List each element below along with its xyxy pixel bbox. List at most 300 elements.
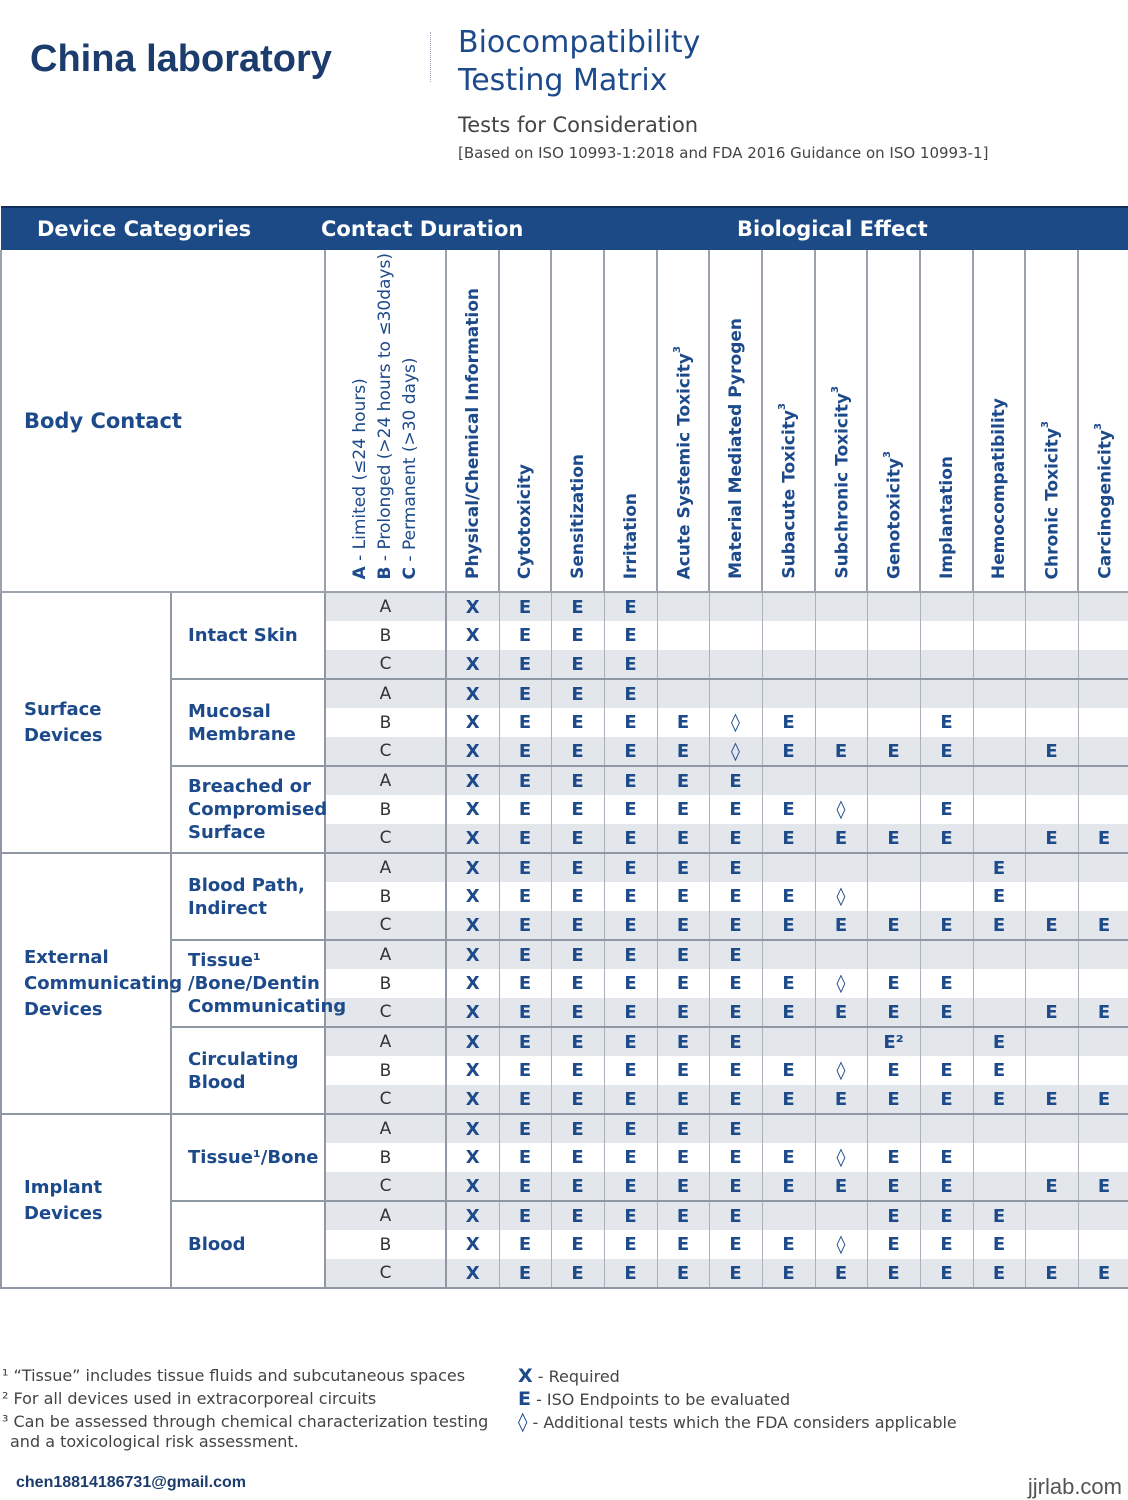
test-cell — [815, 650, 867, 679]
test-cell: E — [551, 911, 604, 940]
test-cell: E — [657, 766, 709, 795]
duration-cell: A — [325, 1201, 446, 1230]
test-cell: E — [499, 1143, 551, 1172]
test-cell — [867, 592, 920, 621]
test-cell: E — [973, 1230, 1025, 1259]
duration-cell: A — [325, 1114, 446, 1143]
test-cell: E — [920, 1085, 973, 1114]
test-cell: E — [867, 1056, 920, 1085]
test-cell: E — [551, 1259, 604, 1288]
test-cell — [920, 882, 973, 911]
test-cell — [1078, 1056, 1128, 1085]
test-cell: E — [604, 1056, 657, 1085]
test-cell: E — [762, 1172, 815, 1201]
test-cell: E — [499, 1085, 551, 1114]
test-cell: E — [709, 1085, 762, 1114]
duration-cell: B — [325, 795, 446, 824]
test-cell: E — [762, 969, 815, 998]
test-cell — [657, 621, 709, 650]
test-cell: E — [1025, 911, 1078, 940]
effect-header: Subchronic Toxicity$^3$ — [815, 250, 867, 592]
device-subcategory: Blood Path, Indirect — [171, 853, 325, 940]
test-cell: E — [657, 824, 709, 853]
duration-cell: B — [325, 882, 446, 911]
duration-cell: A — [325, 766, 446, 795]
device-subcategory: Intact Skin — [171, 592, 325, 679]
test-cell: E — [1025, 998, 1078, 1027]
test-cell: E — [657, 882, 709, 911]
test-cell: E — [499, 911, 551, 940]
test-cell — [973, 998, 1025, 1027]
test-cell: E — [604, 1114, 657, 1143]
duration-legend-b: B - Prolonged (>24 hours to ≤30days) — [375, 252, 395, 579]
test-cell — [815, 592, 867, 621]
test-cell: X — [446, 853, 499, 882]
test-cell: E — [762, 911, 815, 940]
test-cell — [1078, 592, 1128, 621]
effect-header: Sensitization — [551, 250, 604, 592]
test-cell: E — [604, 998, 657, 1027]
test-cell: E — [867, 824, 920, 853]
test-cell — [1078, 621, 1128, 650]
test-cell: E — [604, 679, 657, 708]
test-cell: E — [604, 592, 657, 621]
test-cell: E — [657, 940, 709, 969]
test-cell — [973, 708, 1025, 737]
test-cell: X — [446, 940, 499, 969]
test-cell — [973, 1143, 1025, 1172]
test-cell: E — [604, 1201, 657, 1230]
test-cell — [920, 650, 973, 679]
test-cell — [815, 940, 867, 969]
test-cell: E — [657, 1143, 709, 1172]
test-cell: E — [762, 824, 815, 853]
test-cell: E — [604, 969, 657, 998]
test-cell — [815, 679, 867, 708]
test-cell: E — [709, 911, 762, 940]
test-cell: E — [709, 824, 762, 853]
device-subcategory: Breached or Compromised Surface — [171, 766, 325, 853]
device-subcategory: Circulating Blood — [171, 1027, 325, 1114]
test-cell — [867, 1114, 920, 1143]
test-cell — [1078, 1027, 1128, 1056]
test-cell: E — [604, 882, 657, 911]
test-cell: E — [499, 766, 551, 795]
test-cell: X — [446, 824, 499, 853]
test-cell: E — [604, 824, 657, 853]
test-cell: E — [815, 1259, 867, 1288]
test-cell: E — [867, 1172, 920, 1201]
matrix-row — [1, 592, 1128, 621]
test-cell: E — [973, 1201, 1025, 1230]
matrix-row — [1, 679, 1128, 708]
duration-cell: A — [325, 592, 446, 621]
test-cell — [1025, 882, 1078, 911]
test-cell — [867, 795, 920, 824]
test-cell: E — [867, 737, 920, 766]
matrix-row — [1, 1201, 1128, 1230]
test-cell: E — [762, 737, 815, 766]
test-cell — [973, 679, 1025, 708]
test-cell: E — [499, 1201, 551, 1230]
test-cell — [1025, 1056, 1078, 1085]
test-cell: E — [815, 824, 867, 853]
test-cell — [1078, 679, 1128, 708]
test-cell: E — [815, 1172, 867, 1201]
test-cell: E — [499, 1027, 551, 1056]
test-cell — [657, 650, 709, 679]
duration-cell: C — [325, 1085, 446, 1114]
test-cell: E — [762, 1085, 815, 1114]
test-cell: E — [551, 795, 604, 824]
effect-header: Subacute Toxicity$^3$ — [762, 250, 815, 592]
test-cell: E — [657, 708, 709, 737]
device-subcategory: Tissue¹ /Bone/Dentin Communicating — [171, 940, 325, 1027]
effect-header: Cytotoxicity — [499, 250, 551, 592]
test-cell: E² — [867, 1027, 920, 1056]
test-cell: ◊ — [709, 708, 762, 737]
footnote-1: ¹ “Tissue” includes tissue fluids and subcutaneous spaces — [2, 1366, 466, 1385]
test-cell — [1025, 795, 1078, 824]
test-cell: E — [709, 1143, 762, 1172]
device-subcategory: Tissue¹/Bone — [171, 1114, 325, 1201]
test-cell — [1078, 795, 1128, 824]
test-cell — [762, 853, 815, 882]
test-cell — [973, 824, 1025, 853]
title-line-1: Biocompatibility — [458, 25, 701, 60]
duration-cell: A — [325, 853, 446, 882]
device-subcategory: Blood — [171, 1201, 325, 1288]
test-cell: E — [499, 1259, 551, 1288]
test-cell — [709, 679, 762, 708]
test-cell: E — [920, 1172, 973, 1201]
test-cell: E — [499, 882, 551, 911]
test-cell: E — [551, 1027, 604, 1056]
device-category: External Communicating Devices — [1, 853, 171, 1114]
test-cell: X — [446, 1143, 499, 1172]
test-cell — [973, 795, 1025, 824]
test-cell: E — [867, 1259, 920, 1288]
duration-cell: B — [325, 1056, 446, 1085]
test-cell — [657, 592, 709, 621]
test-cell — [1025, 679, 1078, 708]
test-cell: E — [657, 998, 709, 1027]
test-cell: E — [657, 1172, 709, 1201]
test-cell: E — [709, 969, 762, 998]
test-cell: E — [499, 824, 551, 853]
test-cell: E — [657, 1259, 709, 1288]
test-cell: E — [709, 1201, 762, 1230]
test-cell: E — [604, 1027, 657, 1056]
test-cell — [1078, 1143, 1128, 1172]
test-cell: E — [551, 1114, 604, 1143]
test-cell: E — [1078, 911, 1128, 940]
header-biological-effect: Biological Effect — [551, 207, 1128, 250]
test-cell: E — [815, 911, 867, 940]
test-cell: ◊ — [709, 737, 762, 766]
device-category: Implant Devices — [1, 1114, 171, 1288]
test-cell — [1078, 1114, 1128, 1143]
test-cell — [1025, 621, 1078, 650]
test-cell: E — [867, 1085, 920, 1114]
test-cell: E — [920, 1201, 973, 1230]
test-cell — [867, 940, 920, 969]
test-cell: X — [446, 795, 499, 824]
legend-iso-endpoints: E - ISO Endpoints to be evaluated — [518, 1388, 791, 1410]
test-cell: E — [551, 737, 604, 766]
test-cell — [867, 882, 920, 911]
test-cell: E — [973, 853, 1025, 882]
effect-header: Hemocompatibility — [973, 250, 1025, 592]
test-cell: E — [551, 940, 604, 969]
test-cell: E — [657, 795, 709, 824]
test-cell: E — [762, 795, 815, 824]
test-cell: X — [446, 882, 499, 911]
test-cell — [867, 708, 920, 737]
test-cell: E — [499, 592, 551, 621]
test-cell — [762, 766, 815, 795]
test-cell: E — [762, 882, 815, 911]
test-cell: E — [920, 911, 973, 940]
test-cell — [1025, 940, 1078, 969]
duration-legend-a: A - Limited (≤24 hours) — [350, 377, 370, 579]
test-cell: E — [604, 795, 657, 824]
test-cell: E — [973, 1259, 1025, 1288]
test-cell: E — [551, 969, 604, 998]
test-cell: X — [446, 1201, 499, 1230]
test-cell — [973, 940, 1025, 969]
test-cell: E — [709, 1114, 762, 1143]
test-cell: E — [657, 1027, 709, 1056]
test-cell — [973, 969, 1025, 998]
test-cell: E — [867, 911, 920, 940]
test-cell: E — [604, 1085, 657, 1114]
test-cell — [1078, 766, 1128, 795]
test-cell: E — [551, 882, 604, 911]
test-cell: X — [446, 1027, 499, 1056]
test-cell: E — [657, 853, 709, 882]
test-cell — [815, 1201, 867, 1230]
test-cell: E — [920, 737, 973, 766]
test-cell — [973, 1172, 1025, 1201]
test-cell: X — [446, 1230, 499, 1259]
test-cell: E — [815, 998, 867, 1027]
test-cell: E — [762, 1230, 815, 1259]
test-cell: E — [604, 621, 657, 650]
effect-header: Irritation — [604, 250, 657, 592]
test-cell: ◊ — [815, 969, 867, 998]
test-cell: E — [709, 1230, 762, 1259]
duration-cell: C — [325, 650, 446, 679]
standards-basis: [Based on ISO 10993-1:2018 and FDA 2016 Guidance on ISO 10993-1] — [458, 144, 989, 162]
test-cell — [815, 853, 867, 882]
test-cell: E — [499, 621, 551, 650]
test-cell: E — [920, 795, 973, 824]
test-cell — [867, 650, 920, 679]
test-cell — [867, 853, 920, 882]
biocompatibility-matrix — [0, 206, 1128, 1289]
title-line-2: Testing Matrix — [458, 63, 668, 98]
test-cell — [762, 650, 815, 679]
test-cell — [815, 766, 867, 795]
test-cell: E — [867, 1201, 920, 1230]
header-divider — [430, 32, 431, 82]
test-cell: E — [762, 1143, 815, 1172]
header-contact-duration: Contact Duration — [325, 207, 551, 250]
test-cell: E — [920, 1056, 973, 1085]
test-cell: E — [709, 940, 762, 969]
test-cell — [1025, 1114, 1078, 1143]
test-cell: E — [1078, 1085, 1128, 1114]
test-cell — [1078, 882, 1128, 911]
test-cell: E — [604, 1230, 657, 1259]
test-cell: X — [446, 766, 499, 795]
duration-cell: C — [325, 1259, 446, 1288]
test-cell — [1025, 969, 1078, 998]
test-cell: E — [920, 708, 973, 737]
test-cell — [815, 1114, 867, 1143]
matrix-row — [1, 853, 1128, 882]
test-cell — [920, 1114, 973, 1143]
test-cell: X — [446, 621, 499, 650]
test-cell — [1025, 592, 1078, 621]
test-cell: E — [920, 1259, 973, 1288]
test-cell: E — [973, 911, 1025, 940]
test-cell — [762, 940, 815, 969]
test-cell: E — [499, 940, 551, 969]
test-cell: E — [1078, 998, 1128, 1027]
test-cell: E — [551, 1085, 604, 1114]
effect-header: Carcinogenicity$^3$ — [1078, 250, 1128, 592]
test-cell: E — [1025, 737, 1078, 766]
duration-cell: A — [325, 679, 446, 708]
test-cell: E — [973, 1056, 1025, 1085]
test-cell: E — [657, 1230, 709, 1259]
matrix-row — [1, 766, 1128, 795]
test-cell: E — [499, 853, 551, 882]
test-cell — [762, 592, 815, 621]
test-cell: E — [867, 1230, 920, 1259]
test-cell: E — [762, 1259, 815, 1288]
test-cell: E — [499, 1056, 551, 1085]
legend-required: X - Required — [518, 1365, 620, 1387]
test-cell: ◊ — [815, 795, 867, 824]
matrix-row — [1, 1114, 1128, 1143]
test-cell: E — [1078, 1172, 1128, 1201]
page-title — [458, 24, 700, 100]
footnote-3-cont: and a toxicological risk assessment. — [10, 1432, 299, 1451]
duration-cell: C — [325, 998, 446, 1027]
duration-cell: B — [325, 969, 446, 998]
watermark: jjrlab.com — [1027, 1474, 1122, 1499]
test-cell — [709, 621, 762, 650]
test-cell: X — [446, 911, 499, 940]
test-cell: E — [709, 1172, 762, 1201]
test-cell — [920, 621, 973, 650]
test-cell — [973, 737, 1025, 766]
test-cell — [973, 621, 1025, 650]
test-cell: X — [446, 1114, 499, 1143]
test-cell: E — [551, 1143, 604, 1172]
test-cell: E — [867, 969, 920, 998]
test-cell: E — [762, 708, 815, 737]
duration-cell: B — [325, 1143, 446, 1172]
duration-cell: A — [325, 1027, 446, 1056]
test-cell: E — [604, 853, 657, 882]
test-cell: E — [499, 650, 551, 679]
test-cell: E — [920, 998, 973, 1027]
test-cell: E — [604, 940, 657, 969]
test-cell: E — [709, 1027, 762, 1056]
test-cell: E — [551, 766, 604, 795]
effect-header: Chronic Toxicity$^3$ — [1025, 250, 1078, 592]
contact-duration-legend — [325, 250, 446, 592]
test-cell: E — [709, 853, 762, 882]
test-cell — [1078, 1201, 1128, 1230]
test-cell: E — [709, 1056, 762, 1085]
test-cell: E — [762, 998, 815, 1027]
test-cell: E — [657, 911, 709, 940]
duration-cell: C — [325, 824, 446, 853]
test-cell — [867, 766, 920, 795]
duration-cell: B — [325, 1230, 446, 1259]
test-cell: E — [973, 1027, 1025, 1056]
test-cell: ◊ — [815, 1143, 867, 1172]
test-cell: ◊ — [815, 882, 867, 911]
test-cell — [867, 679, 920, 708]
test-cell: E — [1025, 824, 1078, 853]
test-cell: E — [551, 650, 604, 679]
test-cell: E — [1078, 1259, 1128, 1288]
test-cell: E — [499, 708, 551, 737]
body-contact-label: Body Contact — [1, 250, 325, 592]
test-cell: E — [551, 708, 604, 737]
test-cell: E — [867, 1143, 920, 1172]
test-cell: E — [604, 766, 657, 795]
header-device-categories: Device Categories — [1, 207, 325, 250]
test-cell — [1025, 1143, 1078, 1172]
test-cell — [1078, 969, 1128, 998]
test-cell: X — [446, 1172, 499, 1201]
test-cell: E — [709, 1259, 762, 1288]
test-cell: X — [446, 679, 499, 708]
duration-cell: C — [325, 737, 446, 766]
test-cell — [973, 650, 1025, 679]
test-cell — [920, 679, 973, 708]
test-cell — [973, 592, 1025, 621]
test-cell: X — [446, 998, 499, 1027]
device-subcategory: Mucosal Membrane — [171, 679, 325, 766]
test-cell — [920, 766, 973, 795]
test-cell: E — [709, 998, 762, 1027]
test-cell — [1078, 853, 1128, 882]
test-cell — [762, 1114, 815, 1143]
test-cell: E — [1025, 1259, 1078, 1288]
test-cell: E — [815, 1085, 867, 1114]
duration-cell: C — [325, 911, 446, 940]
test-cell: E — [604, 1259, 657, 1288]
test-cell: E — [920, 824, 973, 853]
effect-header: Genotoxicity$^3$ — [867, 250, 920, 592]
effect-header: Acute Systemic Toxicity$^3$ — [657, 250, 709, 592]
contact-email: chen18814186731@gmail.com — [16, 1474, 246, 1491]
footnote-3: ³ Can be assessed through chemical characterization testing — [2, 1412, 489, 1431]
test-cell: E — [499, 737, 551, 766]
test-cell: E — [499, 1114, 551, 1143]
effect-header: Implantation — [920, 250, 973, 592]
test-cell — [1078, 650, 1128, 679]
test-cell: E — [551, 998, 604, 1027]
